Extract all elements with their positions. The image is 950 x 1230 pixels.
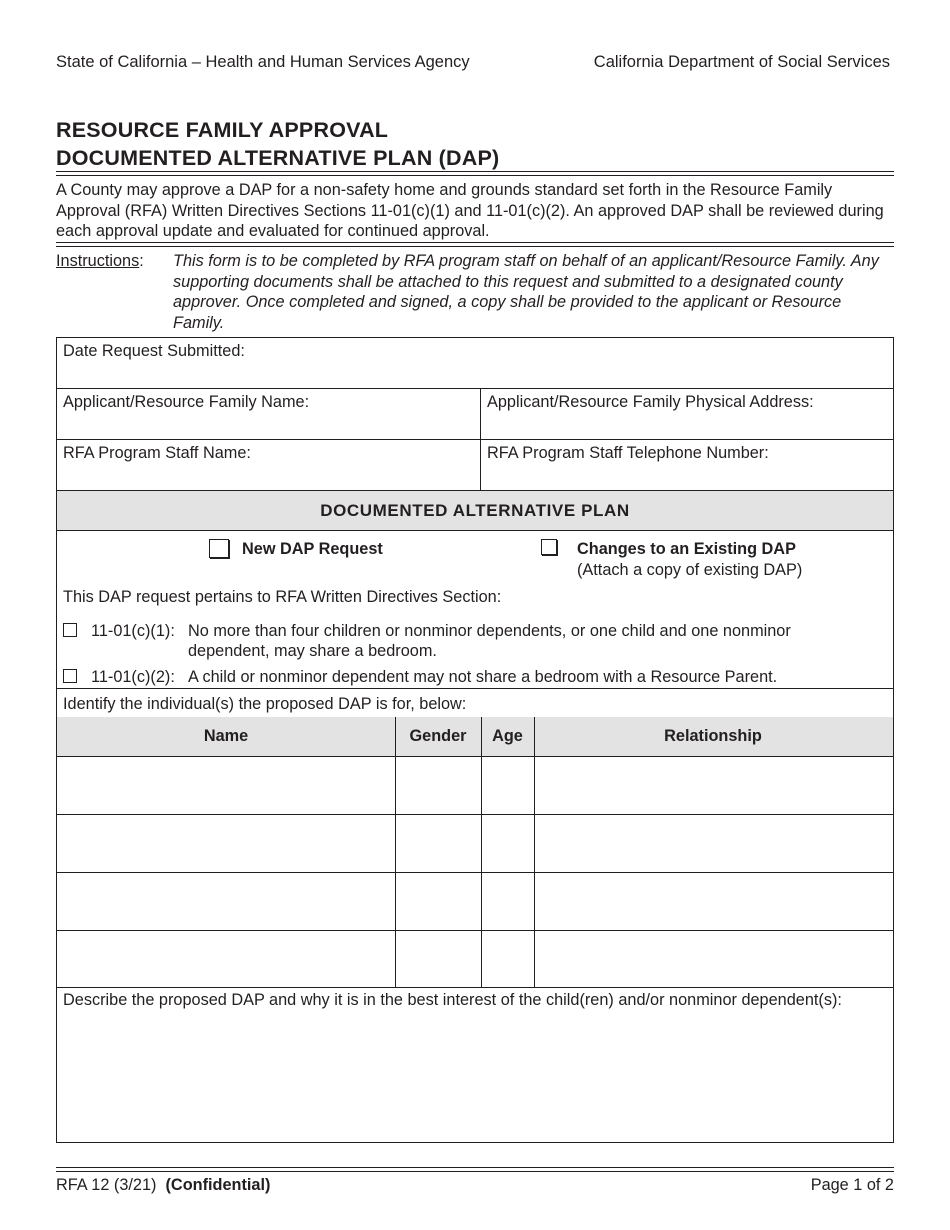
applicant-address-label: Applicant/Resource Family Physical Address: (487, 393, 814, 411)
table-cell-name[interactable] (57, 757, 395, 814)
instructions-label (56, 251, 144, 272)
instructions-label-colon: : (139, 252, 144, 270)
applicant-name-label: Applicant/Resource Family Name: (63, 393, 310, 411)
table-cell-age[interactable] (482, 873, 533, 930)
individuals-table-header (57, 717, 893, 757)
section-11-01-c2-code: 11-01(c)(2): (91, 668, 175, 686)
table-cell-name[interactable] (57, 873, 395, 930)
intro-paragraph: A County may approve a DAP for a non-safety home and grounds standard set forth in the Resource Family Approval (RFA) Written Directives Sections 11-01(c)(1) and 11-01(c)(2). An approved DAP shall be reviewed during each approval update and evaluated for continued approval. (56, 181, 884, 241)
section-11-01-c2-checkbox[interactable] (63, 669, 77, 683)
changes-existing-dap-label: Changes to an Existing DAP (577, 540, 796, 558)
attach-note: (Attach a copy of existing DAP) (577, 561, 803, 579)
describe-dap-label: Describe the proposed DAP and why it is in the best interest of the child(ren) and/or nonminor dependent(s): (63, 991, 842, 1009)
form-title-line-2: DOCUMENTED ALTERNATIVE PLAN (DAP) (56, 146, 500, 170)
changes-existing-dap-checkbox[interactable] (541, 539, 557, 555)
table-cell-gender[interactable] (396, 815, 480, 872)
form-title-line-1: RESOURCE FAMILY APPROVAL (56, 118, 389, 142)
row-divider (57, 987, 893, 988)
staff-name-label: RFA Program Staff Name: (63, 444, 251, 462)
staff-name-field[interactable] (57, 440, 480, 490)
form-number: RFA 12 (3/21) (56, 1176, 157, 1194)
column-divider (481, 717, 482, 987)
instructions-text: This form is to be completed by RFA program staff on behalf of an applicant/Resource Family. Any supporting documents shall be attached to this request and submitted to a designated county approver. Once completed and signed, a copy shall be provided to the applicant or Resource Family. (173, 252, 879, 333)
department-name: California Department of Social Services (593, 53, 890, 71)
table-cell-name[interactable] (57, 815, 395, 872)
column-divider (395, 717, 396, 987)
confidential-label: (Confidential) (165, 1176, 271, 1194)
describe-dap-textarea[interactable] (57, 1014, 892, 1140)
row-divider (57, 688, 893, 689)
page-number: Page 1 of 2 (810, 1176, 894, 1194)
table-row (57, 815, 892, 872)
section-11-01-c1-text-line-1: No more than four children or nonminor dependents, or one child and one nonminor (188, 622, 791, 640)
table-row (57, 931, 892, 987)
table-cell-relationship[interactable] (535, 815, 892, 872)
column-divider (480, 388, 481, 490)
table-cell-gender[interactable] (396, 873, 480, 930)
column-header-name: Name (203, 726, 249, 745)
new-dap-request-label: New DAP Request (242, 540, 383, 558)
dap-section-heading: DOCUMENTED ALTERNATIVE PLAN (57, 490, 893, 531)
table-cell-age[interactable] (482, 757, 533, 814)
form-box (56, 337, 894, 1143)
table-cell-relationship[interactable] (535, 873, 892, 930)
agency-name: State of California – Health and Human Services Agency (56, 53, 470, 71)
table-cell-age[interactable] (482, 931, 533, 987)
form-identifier (56, 1176, 270, 1195)
column-header-gender: Gender (409, 726, 467, 745)
staff-phone-field[interactable] (481, 440, 892, 490)
section-11-01-c1-checkbox[interactable] (63, 623, 77, 637)
date-submitted-label: Date Request Submitted: (63, 342, 245, 360)
table-cell-gender[interactable] (396, 757, 480, 814)
instructions-label-text: Instructions (56, 252, 140, 270)
table-cell-name[interactable] (57, 931, 395, 987)
section-11-01-c1-code: 11-01(c)(1): (91, 622, 175, 640)
form-title (56, 116, 499, 172)
date-submitted-field[interactable] (57, 338, 892, 388)
table-row (57, 873, 892, 930)
pertains-label: This DAP request pertains to RFA Written Directives Section: (63, 588, 502, 606)
new-dap-request-checkbox[interactable] (209, 539, 229, 558)
identify-individuals-label: Identify the individual(s) the proposed DAP is for, below: (63, 695, 467, 713)
table-cell-age[interactable] (482, 815, 533, 872)
section-11-01-c1-text-line-2: dependent, may share a bedroom. (188, 642, 437, 660)
footer-divider (56, 1167, 894, 1172)
intro-divider (56, 242, 894, 247)
table-cell-relationship[interactable] (535, 757, 892, 814)
title-divider (56, 171, 894, 176)
table-row (57, 757, 892, 814)
staff-phone-label: RFA Program Staff Telephone Number: (487, 444, 769, 462)
table-cell-gender[interactable] (396, 931, 480, 987)
applicant-name-field[interactable] (57, 389, 480, 439)
table-cell-relationship[interactable] (535, 931, 892, 987)
column-divider (534, 717, 535, 987)
column-header-age: Age (492, 726, 523, 745)
applicant-address-field[interactable] (481, 389, 892, 439)
column-header-relationship: Relationship (664, 726, 762, 745)
section-11-01-c2-text: A child or nonminor dependent may not share a bedroom with a Resource Parent. (188, 668, 778, 686)
